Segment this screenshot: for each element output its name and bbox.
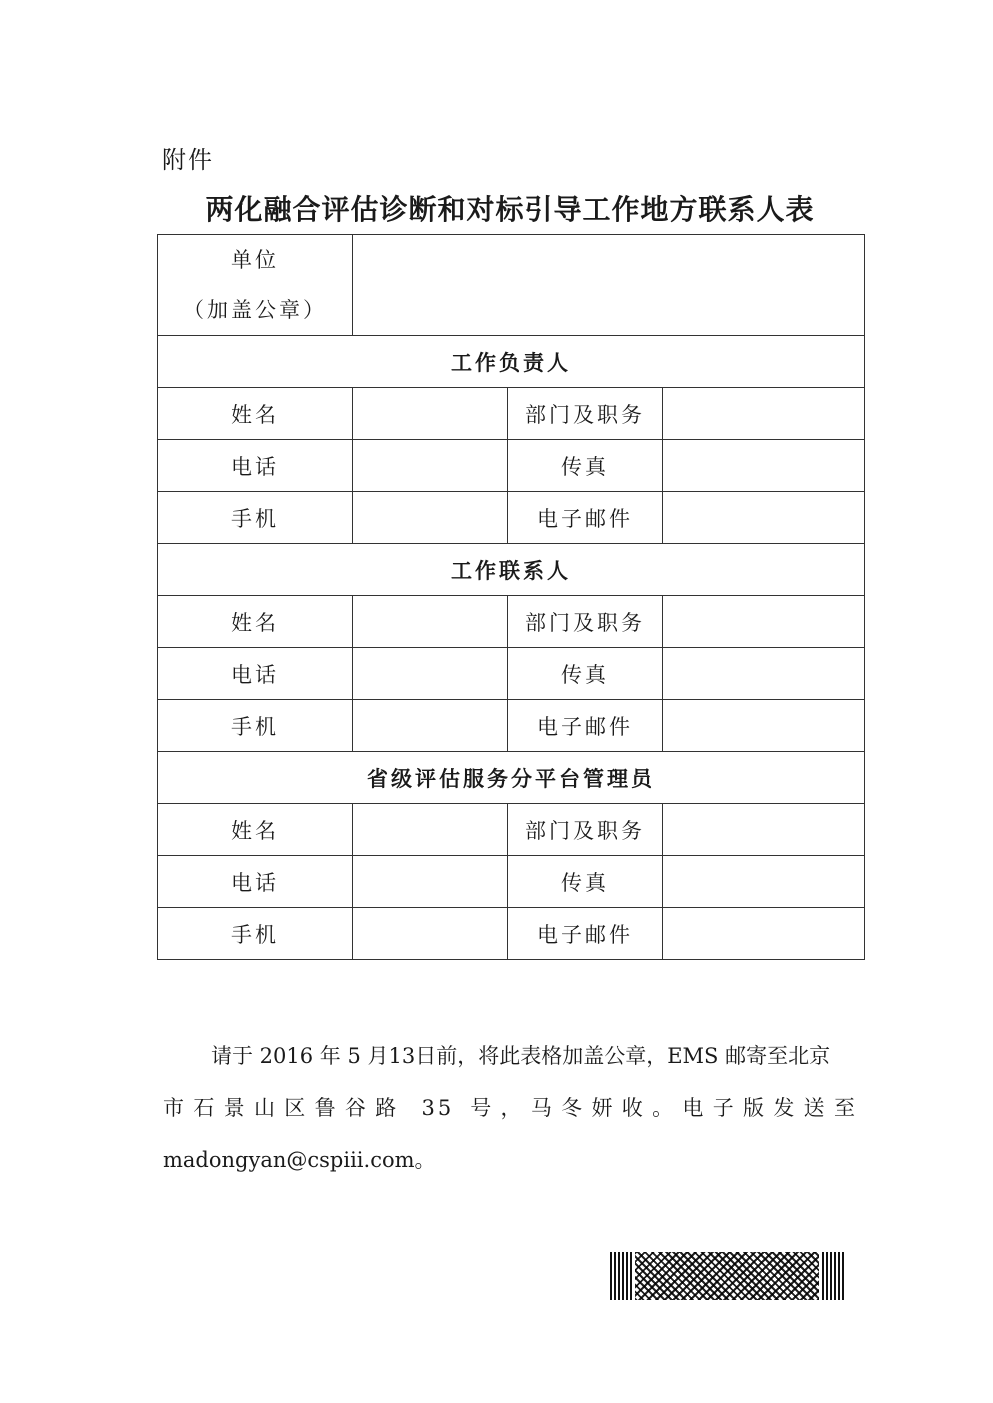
department-title-field[interactable] — [663, 388, 865, 440]
section-title: 工作负责人 — [158, 336, 865, 388]
mobile-field[interactable] — [353, 492, 508, 544]
field-label: 手机 — [158, 908, 353, 960]
field-label: 传真 — [508, 856, 663, 908]
fax-field[interactable] — [663, 440, 865, 492]
unit-label: 单位 — [231, 248, 279, 272]
phone-field[interactable] — [353, 648, 508, 700]
field-label: 部门及职务 — [508, 596, 663, 648]
fax-field[interactable] — [663, 856, 865, 908]
table-row — [158, 440, 865, 492]
mobile-field[interactable] — [353, 908, 508, 960]
unit-row — [158, 235, 865, 336]
section-header-row — [158, 336, 865, 388]
field-label: 电子邮件 — [508, 908, 663, 960]
section-title: 工作联系人 — [158, 544, 865, 596]
page-title: 两化融合评估诊断和对标引导工作地方联系人表 — [205, 193, 815, 226]
table-row — [158, 596, 865, 648]
department-title-field[interactable] — [663, 596, 865, 648]
department-title-field[interactable] — [663, 804, 865, 856]
attachment-label: 附件 — [162, 146, 214, 174]
table-row — [158, 492, 865, 544]
note-line: 请于 2016 年 5 月13日前，将此表格加盖公章，EMS 邮寄至北京 — [211, 1044, 831, 1068]
table-row — [158, 856, 865, 908]
field-label: 电子邮件 — [508, 492, 663, 544]
table-row — [158, 388, 865, 440]
table-row — [158, 648, 865, 700]
field-label: 传真 — [508, 440, 663, 492]
section-header-row — [158, 544, 865, 596]
mobile-field[interactable] — [353, 700, 508, 752]
table-row — [158, 908, 865, 960]
name-field[interactable] — [353, 388, 508, 440]
unit-label-cell — [158, 235, 353, 336]
name-field[interactable] — [353, 596, 508, 648]
section-title: 省级评估服务分平台管理员 — [158, 752, 865, 804]
field-label: 电话 — [158, 856, 353, 908]
barcode-bars-left — [610, 1252, 632, 1300]
table-row — [158, 700, 865, 752]
email-field[interactable] — [663, 492, 865, 544]
phone-field[interactable] — [353, 440, 508, 492]
barcode-bars-right — [822, 1252, 844, 1300]
section-header-row — [158, 752, 865, 804]
contact-form-table — [157, 234, 865, 960]
phone-field[interactable] — [353, 856, 508, 908]
note-line: 市石景山区鲁谷路 35 号，马冬妍收。电子版发送至 — [163, 1096, 858, 1120]
field-label: 传真 — [508, 648, 663, 700]
submission-note — [163, 1030, 858, 1186]
field-label: 手机 — [158, 492, 353, 544]
fax-field[interactable] — [663, 648, 865, 700]
field-label: 部门及职务 — [508, 804, 663, 856]
field-label: 姓名 — [158, 596, 353, 648]
field-label: 电话 — [158, 440, 353, 492]
barcode-image — [610, 1252, 844, 1300]
field-label: 姓名 — [158, 388, 353, 440]
email-field[interactable] — [663, 700, 865, 752]
field-label: 电子邮件 — [508, 700, 663, 752]
barcode-pattern — [635, 1252, 819, 1300]
field-label: 电话 — [158, 648, 353, 700]
name-field[interactable] — [353, 804, 508, 856]
unit-seal-note: （加盖公章） — [183, 298, 327, 322]
field-label: 手机 — [158, 700, 353, 752]
email-field[interactable] — [663, 908, 865, 960]
unit-value-field[interactable] — [353, 235, 865, 336]
field-label: 姓名 — [158, 804, 353, 856]
table-row — [158, 804, 865, 856]
field-label: 部门及职务 — [508, 388, 663, 440]
note-email-line: madongyan@cspiii.com。 — [163, 1148, 436, 1172]
